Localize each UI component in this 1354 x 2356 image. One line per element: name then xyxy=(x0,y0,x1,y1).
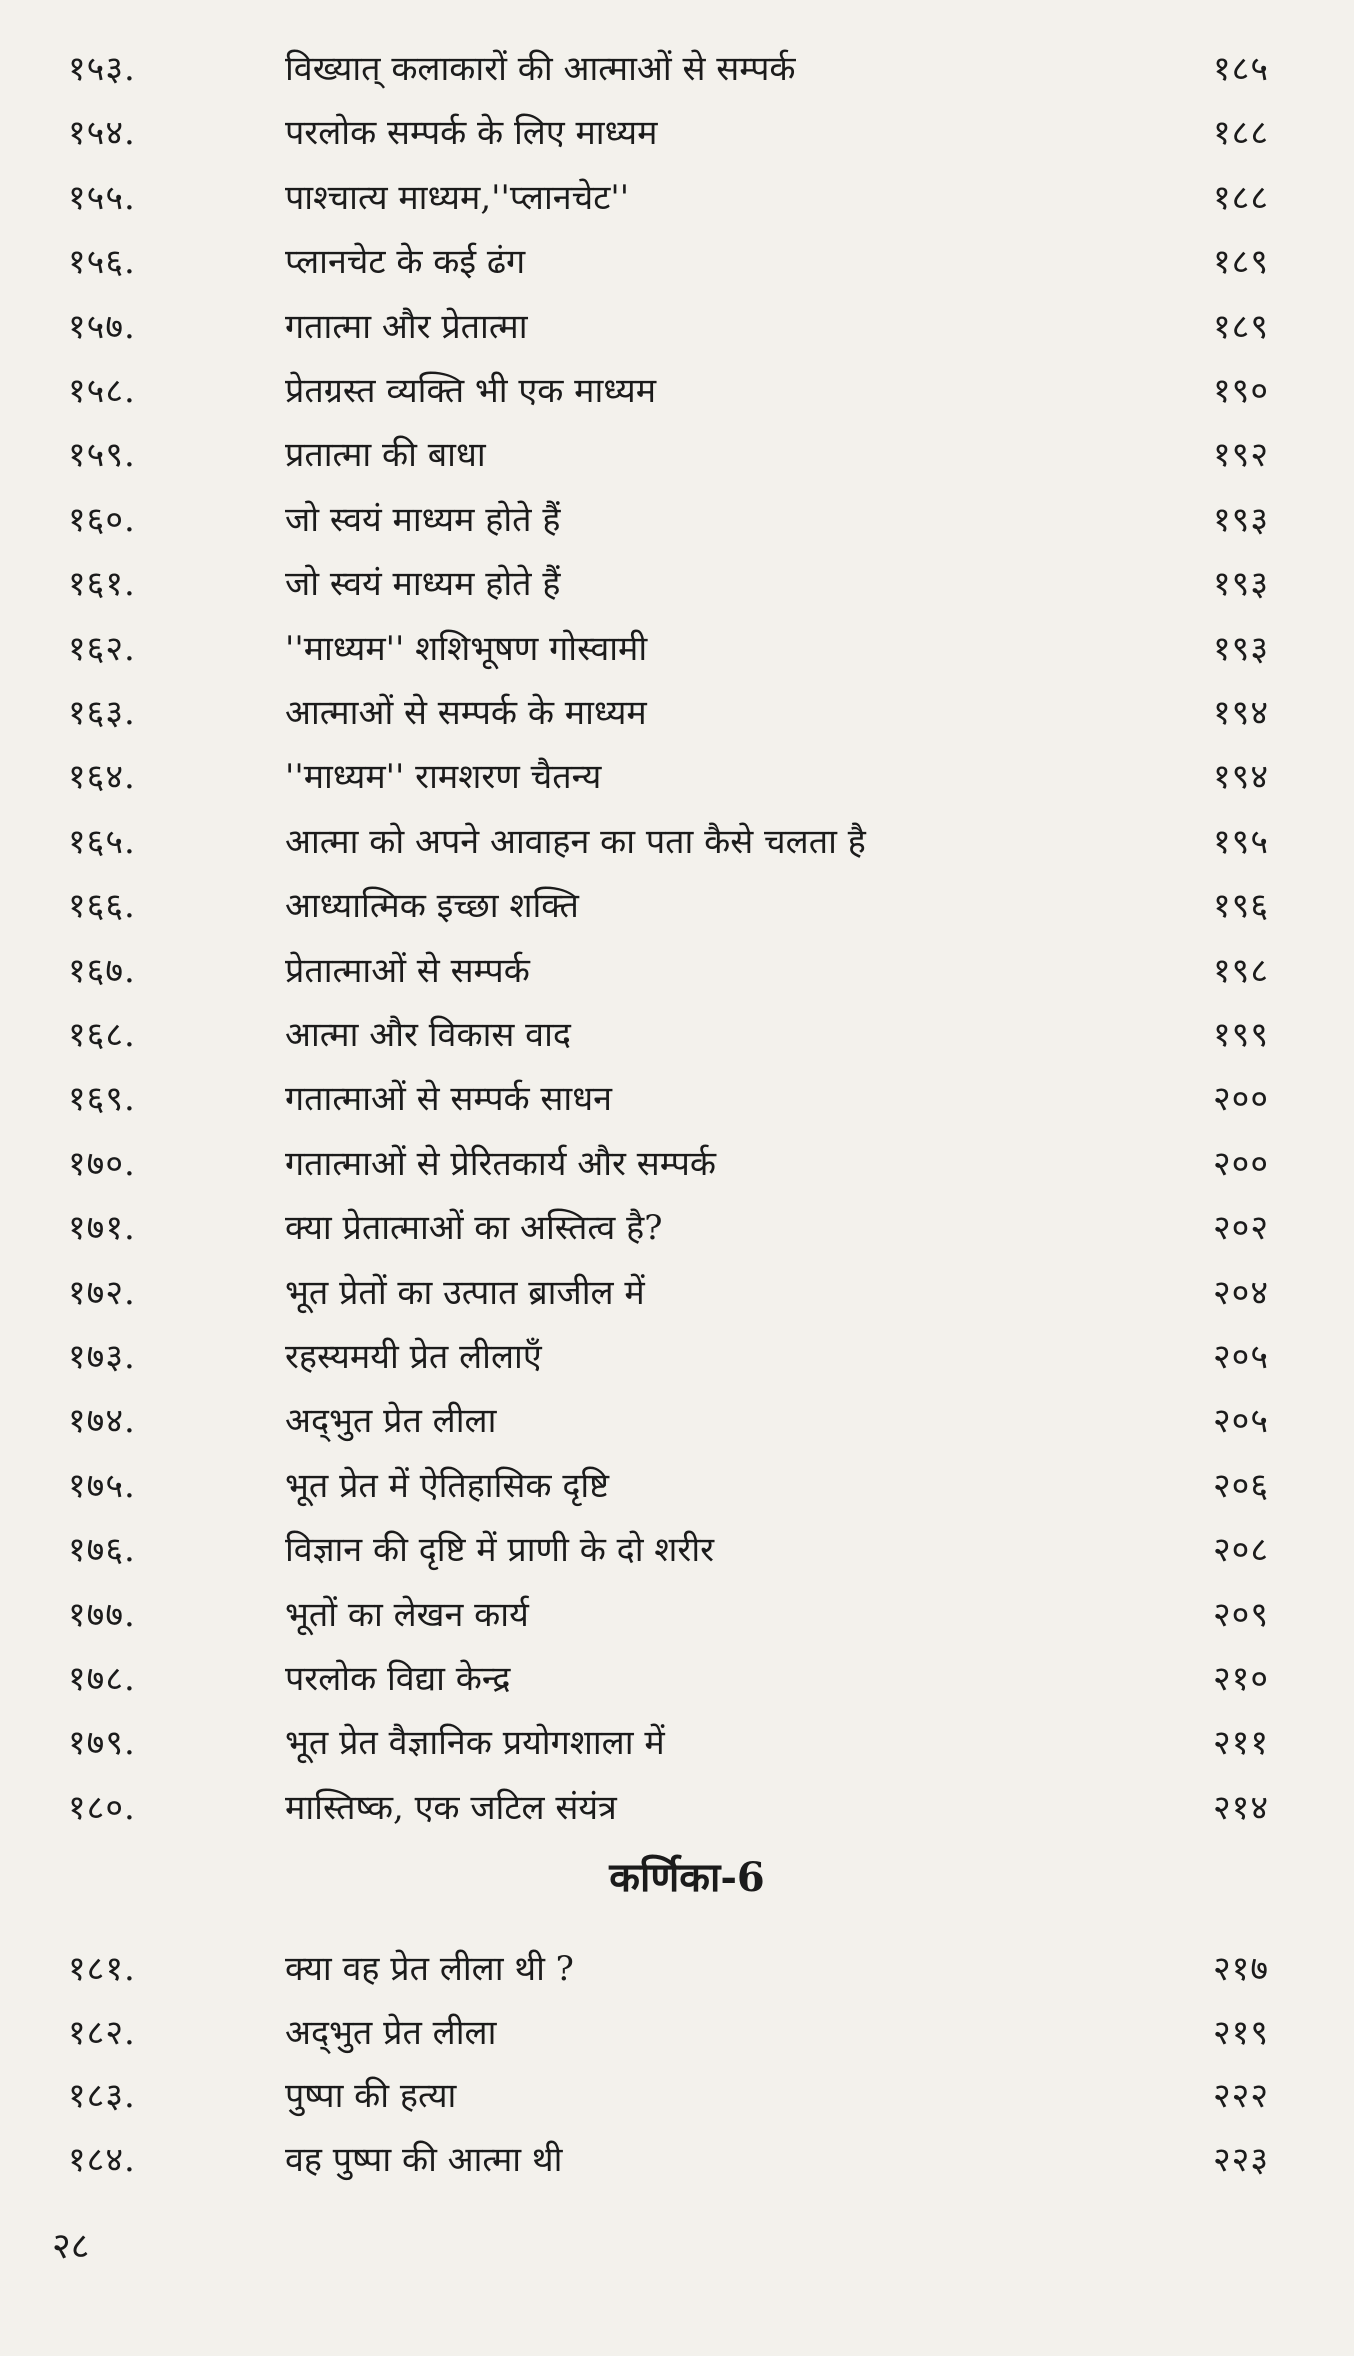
toc-entry xyxy=(0,942,1354,1000)
entry-page: २०० xyxy=(1212,1079,1269,1120)
section-heading: कर्णिका-6 xyxy=(609,1854,765,1901)
toc-entry xyxy=(0,491,1354,549)
entry-number: १५४. xyxy=(68,113,136,154)
toc-entry xyxy=(0,1779,1354,1837)
entry-page: २०५ xyxy=(1212,1401,1269,1442)
entry-number: १६८. xyxy=(68,1015,136,1055)
entry-title: रहस्यमयी प्रेत लीलाएँ xyxy=(285,1337,542,1377)
entry-page: २०८ xyxy=(1212,1530,1269,1571)
entry-title: भूत प्रेतों का उत्पात ब्राजील में xyxy=(285,1272,645,1313)
entry-title: क्या वह प्रेत लीला थी ? xyxy=(285,1949,574,1989)
entry-page: २०४ xyxy=(1212,1272,1269,1313)
toc-entry xyxy=(0,1714,1354,1772)
toc-entry xyxy=(0,748,1354,806)
entry-number: १६०. xyxy=(68,499,136,540)
toc-entry xyxy=(0,426,1354,484)
toc-entry xyxy=(0,40,1354,98)
entry-number: १७४. xyxy=(68,1401,136,1442)
entry-title: विज्ञान की दृष्टि में प्राणी के दो शरीर xyxy=(285,1530,715,1571)
entry-page: २१९ xyxy=(1212,2012,1269,2053)
toc-entry xyxy=(0,1264,1354,1322)
entry-page: १९४ xyxy=(1212,693,1269,733)
entry-page: २०० xyxy=(1212,1143,1269,1184)
entry-title: अद्‌भुत प्रेत लीला xyxy=(285,2012,497,2053)
entry-number: १६७. xyxy=(68,950,136,991)
entry-title: आत्मा को अपने आवाहन का पता कैसे चलता है xyxy=(285,821,866,862)
entry-page: २०६ xyxy=(1212,1465,1269,1506)
entry-page: १९३ xyxy=(1212,628,1269,669)
entry-page: २२२ xyxy=(1212,2076,1269,2117)
entry-page: १९६ xyxy=(1212,886,1269,927)
entry-number: १७३. xyxy=(68,1337,136,1377)
toc-entry xyxy=(0,813,1354,871)
entry-title: प्रेतात्माओं से सम्पर्क xyxy=(285,950,530,991)
entry-number: १८१. xyxy=(68,1949,136,1989)
entry-title: गतात्मा और प्रेतात्मा xyxy=(285,306,528,347)
entry-title: गतात्माओं से प्रेरितकार्य और सम्पर्क xyxy=(285,1143,716,1184)
toc-entry xyxy=(0,233,1354,291)
entry-number: १८२. xyxy=(68,2012,136,2053)
entry-title: क्या प्रेतात्माओं का अस्तित्व है? xyxy=(285,1208,663,1249)
toc-entry xyxy=(0,1135,1354,1193)
entry-number: १६४. xyxy=(68,757,136,798)
entry-number: १७२. xyxy=(68,1272,136,1313)
entry-title: जो स्वयं माध्यम होते हैं xyxy=(285,499,561,540)
entry-page: १९३ xyxy=(1212,564,1269,605)
toc-entry xyxy=(0,1457,1354,1515)
toc-entry xyxy=(0,298,1354,356)
entry-title: भूत प्रेत में ऐतिहासिक दृष्टि xyxy=(285,1465,610,1506)
entry-page: २११ xyxy=(1212,1723,1269,1764)
entry-title: विख्यात् कलाकारों की आत्माओं से सम्पर्क xyxy=(285,49,796,89)
entry-page: १९३ xyxy=(1212,499,1269,540)
toc-entry xyxy=(0,684,1354,742)
entry-number: १५८. xyxy=(68,371,136,411)
toc-entry xyxy=(0,1940,1354,1998)
entry-title: पाश्चात्य माध्यम,''प्लानचेट'' xyxy=(285,177,630,218)
entry-number: १८३. xyxy=(68,2076,136,2117)
toc-entry xyxy=(0,1392,1354,1450)
entry-page: २१४ xyxy=(1212,1787,1269,1828)
entry-page: २०९ xyxy=(1212,1594,1269,1635)
entry-number: १७६. xyxy=(68,1530,136,1571)
entry-number: १८४. xyxy=(68,2139,136,2180)
entry-number: १६९. xyxy=(68,1079,136,1120)
toc-entry xyxy=(0,2004,1354,2062)
page-number: २८ xyxy=(52,2226,90,2267)
entry-page: १८५ xyxy=(1212,49,1269,89)
entry-number: १५३. xyxy=(68,49,136,89)
entry-page: २१० xyxy=(1212,1659,1269,1699)
entry-number: १६१. xyxy=(68,564,136,605)
entry-number: १७०. xyxy=(68,1143,136,1184)
entry-number: १५७. xyxy=(68,306,136,347)
entry-title: ''माध्यम'' रामशरण चैतन्य xyxy=(285,757,602,798)
toc-entry xyxy=(0,1328,1354,1386)
entry-number: १६६. xyxy=(68,886,136,927)
toc-entry xyxy=(0,555,1354,613)
toc-entry xyxy=(0,2131,1354,2189)
entry-page: १९९ xyxy=(1212,1015,1269,1055)
entry-page: १९० xyxy=(1212,371,1269,411)
entry-page: १९२ xyxy=(1212,435,1269,476)
entry-number: १७८. xyxy=(68,1659,136,1699)
entry-page: १८९ xyxy=(1212,242,1269,283)
entry-title: मास्तिष्क, एक जटिल संयंत्र xyxy=(285,1787,617,1828)
toc-entry xyxy=(0,1199,1354,1257)
entry-page: १९४ xyxy=(1212,757,1269,798)
entry-number: १६२. xyxy=(68,628,136,669)
toc-entry xyxy=(0,1006,1354,1064)
toc-entry xyxy=(0,620,1354,678)
entry-page: १८८ xyxy=(1212,177,1269,218)
entry-page: १९५ xyxy=(1212,821,1269,862)
toc-entry xyxy=(0,104,1354,162)
entry-page: २१७ xyxy=(1212,1949,1269,1989)
entry-title: अद्‌भुत प्रेत लीला xyxy=(285,1401,497,1442)
entry-title: प्लानचेट के कई ढंग xyxy=(285,242,526,283)
entry-number: १५६. xyxy=(68,242,136,283)
entry-page: १८९ xyxy=(1212,306,1269,347)
entry-title: परलोक विद्या केन्द्र xyxy=(285,1659,511,1699)
entry-number: १८०. xyxy=(68,1787,136,1828)
entry-title: प्रतात्मा की बाधा xyxy=(285,435,486,476)
entry-title: आध्यात्मिक इच्छा शक्ति xyxy=(285,886,579,927)
entry-number: १६५. xyxy=(68,821,136,862)
entry-title: ''माध्यम'' शशिभूषण गोस्वामी xyxy=(285,628,648,669)
toc-entry xyxy=(0,877,1354,935)
toc-entry xyxy=(0,362,1354,420)
toc-entry xyxy=(0,1650,1354,1708)
entry-page: २०२ xyxy=(1212,1208,1269,1249)
entry-number: १५५. xyxy=(68,177,136,218)
entry-number: १७१. xyxy=(68,1208,136,1249)
toc-entry xyxy=(0,1070,1354,1128)
toc-entry xyxy=(0,2067,1354,2125)
toc-entry xyxy=(0,1586,1354,1644)
entry-number: १६३. xyxy=(68,693,136,733)
entry-title: आत्मा और विकास वाद xyxy=(285,1015,571,1055)
entry-title: आत्माओं से सम्पर्क के माध्यम xyxy=(285,693,647,733)
entry-title: भूत प्रेत वैज्ञानिक प्रयोगशाला में xyxy=(285,1723,665,1764)
toc-entry xyxy=(0,169,1354,227)
entry-title: भूतों का लेखन कार्य xyxy=(285,1594,529,1635)
entry-title: गतात्माओं से सम्पर्क साधन xyxy=(285,1079,612,1120)
entry-number: १७७. xyxy=(68,1594,136,1635)
entry-page: १९८ xyxy=(1212,950,1269,991)
entry-number: १७५. xyxy=(68,1465,136,1506)
entry-title: जो स्वयं माध्यम होते हैं xyxy=(285,564,561,605)
entry-number: १५९. xyxy=(68,435,136,476)
entry-title: वह पुष्पा की आत्मा थी xyxy=(285,2139,563,2180)
entry-number: १७९. xyxy=(68,1723,136,1764)
entry-page: २०५ xyxy=(1212,1337,1269,1377)
entry-title: परलोक सम्पर्क के लिए माध्यम xyxy=(285,113,658,154)
entry-page: २२३ xyxy=(1212,2139,1269,2180)
entry-title: प्रेतग्रस्त व्यक्ति भी एक माध्यम xyxy=(285,371,657,411)
toc-entry xyxy=(0,1521,1354,1579)
entry-title: पुष्पा की हत्या xyxy=(285,2076,457,2117)
entry-page: १८८ xyxy=(1212,113,1269,154)
